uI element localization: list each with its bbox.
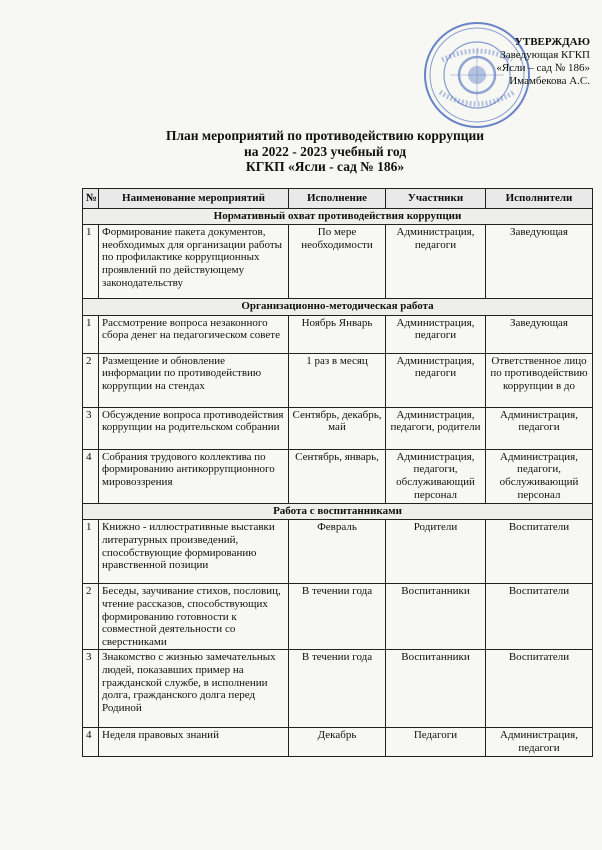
cell-when: Сентябрь, декабрь, май — [289, 407, 386, 449]
cell-name: Знакомство с жизнью замечательных людей, показавших пример на гражданской службе, в исполнении долга, гражданского долга перед Родиной — [99, 650, 289, 728]
cell-participants: Воспитанники — [386, 584, 486, 650]
cell-when: Ноябрь Январь — [289, 315, 386, 353]
cell-num: 1 — [83, 225, 99, 299]
table-row — [83, 520, 593, 584]
cell-participants: Воспитанники — [386, 650, 486, 728]
section-row — [83, 299, 593, 316]
table-row — [83, 650, 593, 728]
col-header-participants: Участники — [386, 189, 486, 209]
cell-participants: Администрация, педагоги — [386, 353, 486, 407]
table-row — [83, 449, 593, 503]
cell-name: Беседы, заучивание стихов, пословиц, чтение рассказов, способствующих формированию готовности к совместной деятельности со сверстниками — [99, 584, 289, 650]
section-title: Работа с воспитанниками — [83, 503, 593, 520]
table-row — [83, 584, 593, 650]
cell-name: Формирование пакета документов, необходимых для организации работы по профилактике коррупционных проявлений по действующему законодательству — [99, 225, 289, 299]
cell-name: Собрания трудового коллектива по формированию антикоррупционного мировоззрения — [99, 449, 289, 503]
header-row — [83, 189, 593, 209]
cell-executors: Администрация, педагоги, обслуживающий персонал — [486, 449, 593, 503]
plan-table — [82, 188, 593, 757]
cell-when: Февраль — [289, 520, 386, 584]
cell-executors: Воспитатели — [486, 584, 593, 650]
cell-executors: Администрация, педагоги — [486, 407, 593, 449]
cell-num: 2 — [83, 584, 99, 650]
cell-participants: Администрация, педагоги, обслуживающий персонал — [386, 449, 486, 503]
cell-when: Сентябрь, январь, — [289, 449, 386, 503]
section-row — [83, 503, 593, 520]
section-title: Нормативный охват противодействия коррупции — [83, 208, 593, 225]
cell-name: Неделя правовых знаний — [99, 728, 289, 756]
cell-when: В течении года — [289, 650, 386, 728]
cell-num: 3 — [83, 650, 99, 728]
cell-num: 4 — [83, 728, 99, 756]
cell-executors: Администрация, педагоги — [486, 728, 593, 756]
table-row — [83, 315, 593, 353]
cell-participants: Родители — [386, 520, 486, 584]
cell-participants: Администрация, педагоги — [386, 225, 486, 299]
cell-num: 2 — [83, 353, 99, 407]
col-header-executors: Исполнители — [486, 189, 593, 209]
title-line-3: КГКП «Ясли - сад № 186» — [245, 159, 405, 174]
section-title: Организационно-методическая работа — [83, 299, 593, 316]
cell-executors: Ответственное лицо по противодействию коррупции в до — [486, 353, 593, 407]
cell-when: 1 раз в месяц — [289, 353, 386, 407]
cell-name: Размещение и обновление информации по противодействию коррупции на стендах — [99, 353, 289, 407]
cell-name: Рассмотрение вопроса незаконного сбора денег на педагогическом совете — [99, 315, 289, 353]
col-header-when: Исполнение — [289, 189, 386, 209]
table-row — [83, 225, 593, 299]
cell-num: 4 — [83, 449, 99, 503]
cell-when: В течении года — [289, 584, 386, 650]
cell-executors: Заведующая — [486, 225, 593, 299]
cell-name: Обсуждение вопроса противодействия коррупции на родительском собрании — [99, 407, 289, 449]
title-line-2: на 2022 - 2023 учебный год — [243, 143, 407, 159]
cell-num: 1 — [83, 520, 99, 584]
cell-participants: Администрация, педагоги, родители — [386, 407, 486, 449]
approval-position: Заведующая КГКП — [500, 49, 590, 61]
cell-executors: Воспитатели — [486, 650, 593, 728]
cell-when: Декабрь — [289, 728, 386, 756]
title-line-1: План мероприятий по противодействию коррупции — [165, 128, 485, 143]
cell-participants: Педагоги — [386, 728, 486, 756]
approval-signer: Имамбекова А.С. — [509, 75, 590, 87]
approval-heading: УТВЕРЖДАЮ — [514, 36, 590, 48]
col-header-num: № — [83, 189, 99, 209]
approval-block — [478, 36, 590, 88]
cell-executors: Воспитатели — [486, 520, 593, 584]
approval-organization: «Ясли – сад № 186» — [496, 62, 590, 74]
section-row — [83, 208, 593, 225]
cell-when: По мере необходимости — [289, 225, 386, 299]
table-row — [83, 407, 593, 449]
document-title — [110, 128, 540, 175]
cell-num: 1 — [83, 315, 99, 353]
table-row — [83, 728, 593, 756]
col-header-name: Наименование мероприятий — [99, 189, 289, 209]
table-row — [83, 353, 593, 407]
cell-name: Книжно - иллюстративные выставки литературных произведений, способствующие формированию нравственной позиции — [99, 520, 289, 584]
cell-participants: Администрация, педагоги — [386, 315, 486, 353]
cell-executors: Заведующая — [486, 315, 593, 353]
cell-num: 3 — [83, 407, 99, 449]
